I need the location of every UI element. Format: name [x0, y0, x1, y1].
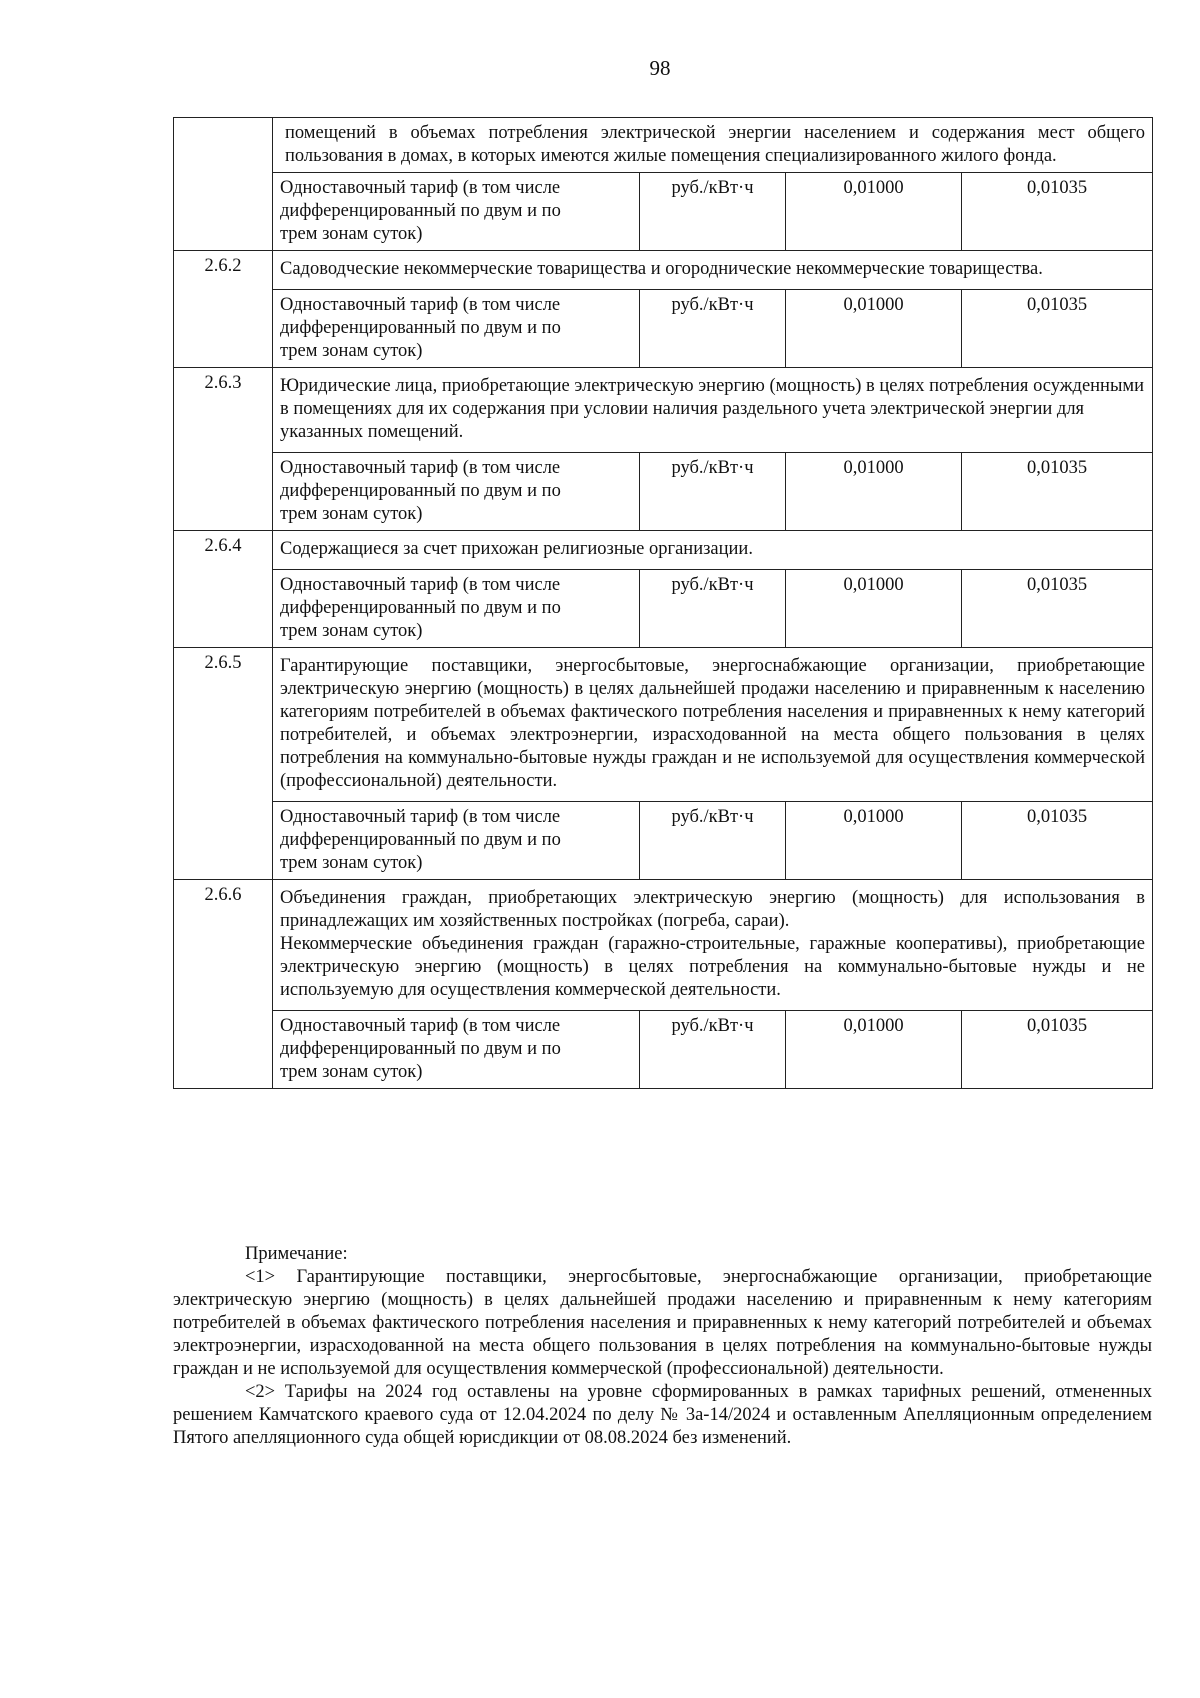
tariff-value-2: 0,01035 [962, 290, 1153, 368]
tariff-name-line: дифференцированный по двум и по [280, 830, 561, 850]
table-row [174, 118, 1153, 173]
notes-section [173, 1243, 1152, 1450]
tariff-name-line: Одноставочный тариф (в том числе [280, 575, 561, 595]
table-row [174, 531, 1153, 570]
section-description-part: Некоммерческие объединения граждан (гаражно-строительные, гаражные кооперативы), приобретающие электрическую энергию (мощность) в целях потребления на коммунально-бытовые нужды и не используемую для осуществления коммерческой деятельности. [280, 934, 1145, 1000]
tariff-name-line: трем зонам суток) [280, 1062, 423, 1082]
tariff-name-line: дифференцированный по двум и по [280, 481, 561, 501]
tariff-value-1: 0,01000 [786, 802, 962, 880]
section-number-cell [174, 118, 273, 251]
tariff-value-1: 0,01000 [786, 453, 962, 531]
tariff-name [273, 802, 640, 880]
table-row [174, 648, 1153, 802]
section-description: Садоводческие некоммерческие товарищества и огороднические некоммерческие товарищества. [273, 251, 1153, 290]
tariff-name-line: трем зонам суток) [280, 853, 423, 873]
tariff-row [174, 453, 1153, 531]
tariff-name-line: Одноставочный тариф (в том числе [280, 807, 561, 827]
section-description: Содержащиеся за счет прихожан религиозные организации. [273, 531, 1153, 570]
tariff-unit: руб./кВт·ч [640, 453, 786, 531]
tariff-name [273, 290, 640, 368]
tariff-name-line: трем зонам суток) [280, 224, 423, 244]
tariff-value-2: 0,01035 [962, 570, 1153, 648]
tariff-value-2: 0,01035 [962, 173, 1153, 251]
tariff-name-line: дифференцированный по двум и по [280, 318, 561, 338]
tariff-unit: руб./кВт·ч [640, 173, 786, 251]
tariff-unit: руб./кВт·ч [640, 1011, 786, 1089]
section-description: Юридические лица, приобретающие электрическую энергию (мощность) в целях потребления осужденными в помещениях для их содержания при условии наличия раздельного учета электрической энергии для указанных помещений. [273, 368, 1153, 453]
section-description: Гарантирующие поставщики, энергосбытовые, энергоснабжающие организации, приобретающие электрическую энергию (мощность) в целях дальнейшей продажи населению и приравненным к населению категориям потребителей в объемах фактического потребления населения и приравненных к нему категорий потребителей, и объемах электроэнергии, израсходованной на места общего пользования в целях потребления на коммунально-бытовые нужды граждан и не используемой для осуществления коммерческой (профессиональной) деятельности. [273, 648, 1153, 802]
note-1: <1> Гарантирующие поставщики, энергосбытовые, энергоснабжающие организации, приобретающие электрическую энергию (мощность) в целях дальнейшей продажи населению и приравненным к нему категориям потребителей в объемах фактического потребления населения и приравненных к нему категорий потребителей и объемах электроэнергии, израсходованной на места общего пользования в целях потребления на коммунально-бытовые нужды граждан и не используемой для осуществления коммерческой (профессиональной) деятельности. [173, 1267, 1152, 1379]
tariff-row [174, 290, 1153, 368]
table-row [174, 251, 1153, 290]
tariff-name-line: дифференцированный по двум и по [280, 598, 561, 618]
tariff-name [273, 173, 640, 251]
section-description: помещений в объемах потребления электрической энергии населением и содержания мест общего пользования в домах, в которых имеются жилые помещения специализированного жилого фонда. [273, 118, 1153, 173]
tariff-row [174, 570, 1153, 648]
tariff-row [174, 802, 1153, 880]
section-number: 2.6.5 [174, 648, 273, 880]
section-number: 2.6.2 [174, 251, 273, 368]
tariff-name-line: Одноставочный тариф (в том числе [280, 1016, 561, 1036]
tariff-value-2: 0,01035 [962, 802, 1153, 880]
tariff-name-line: Одноставочный тариф (в том числе [280, 458, 561, 478]
notes-heading: Примечание: [245, 1244, 348, 1264]
tariff-value-1: 0,01000 [786, 570, 962, 648]
tariff-name-line: дифференцированный по двум и по [280, 1039, 561, 1059]
tariff-name-line: Одноставочный тариф (в том числе [280, 295, 561, 315]
tariff-row [174, 173, 1153, 251]
page-number: 98 [649, 56, 671, 80]
tariff-name-line: трем зонам суток) [280, 504, 423, 524]
tariff-name-line: трем зонам суток) [280, 621, 423, 641]
tariff-value-1: 0,01000 [786, 290, 962, 368]
section-number: 2.6.6 [174, 880, 273, 1089]
tariff-value-1: 0,01000 [786, 1011, 962, 1089]
section-description-part: Объединения граждан, приобретающих электрическую энергию (мощность) для использования в принадлежащих им хозяйственных постройках (погреба, сараи). [280, 888, 1145, 931]
table-row [174, 880, 1153, 1011]
note-2: <2> Тарифы на 2024 год оставлены на уровне сформированных в рамках тарифных решений, отмененных решением Камчатского краевого суда от 12.04.2024 по делу № 3а-14/2024 и оставленным Апелляционным определением Пятого апелляционного суда общей юрисдикции от 08.08.2024 без изменений. [173, 1382, 1152, 1448]
tariff-name-line: Одноставочный тариф (в том числе [280, 178, 561, 198]
tariff-row [174, 1011, 1153, 1089]
tariff-name-line: трем зонам суток) [280, 341, 423, 361]
tariff-value-1: 0,01000 [786, 173, 962, 251]
tariff-name [273, 1011, 640, 1089]
table-row [174, 368, 1153, 453]
tariff-name-line: дифференцированный по двум и по [280, 201, 561, 221]
tariff-name [273, 570, 640, 648]
tariff-table [173, 117, 1153, 1089]
section-description [273, 880, 1153, 1011]
tariff-value-2: 0,01035 [962, 453, 1153, 531]
tariff-unit: руб./кВт·ч [640, 802, 786, 880]
section-number: 2.6.4 [174, 531, 273, 648]
tariff-name [273, 453, 640, 531]
tariff-unit: руб./кВт·ч [640, 290, 786, 368]
section-number: 2.6.3 [174, 368, 273, 531]
tariff-unit: руб./кВт·ч [640, 570, 786, 648]
tariff-value-2: 0,01035 [962, 1011, 1153, 1089]
